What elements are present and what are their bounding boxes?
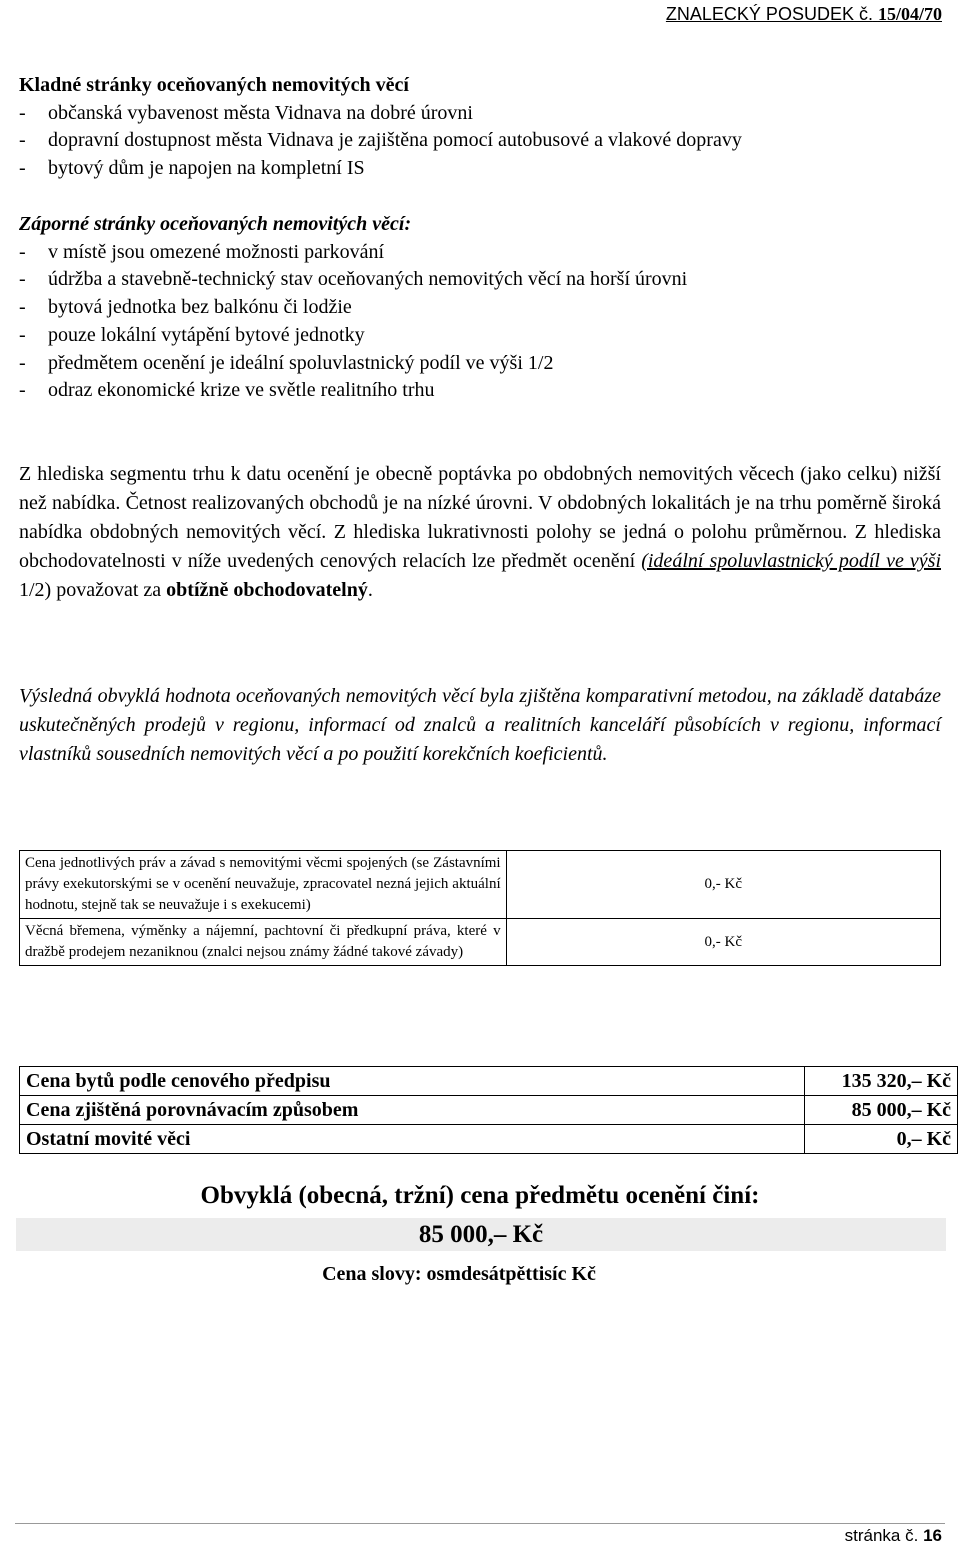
report-number: 15/04/70 xyxy=(877,4,942,24)
list-item: - dopravní dostupnost města Vidnava je zajištěna pomocí autobusové a vlakové dopravy xyxy=(19,129,742,152)
positives-list xyxy=(19,100,941,183)
negatives-section xyxy=(19,211,941,405)
price-label: Cena bytů podle cenového předpisu xyxy=(20,1067,805,1096)
list-item: - předmětem ocenění je ideální spoluvlastnický podíl ve výši 1/2 xyxy=(19,351,554,374)
marketability-verdict: obtížně obchodovatelný xyxy=(166,579,368,601)
result-in-words: Cena slovy: osmdesátpěttisíc Kč xyxy=(322,1263,596,1285)
table-row xyxy=(20,1125,958,1154)
table-row xyxy=(20,919,941,966)
price-value: 135 320,– Kč xyxy=(805,1067,958,1096)
encumbrance-label: Cena jednotlivých práv a závad s nemovitými věcmi spojených (se Zástavními právy exekutorskými se v ocenění neuvažuje, zpracovatel nezná jejich aktuální hodnotu, stejně tak se neuvažuje i s exekucemi) xyxy=(20,851,507,919)
footer-divider xyxy=(15,1523,945,1524)
page-number: 16 xyxy=(923,1526,942,1545)
positives-section xyxy=(19,72,941,183)
page-footer xyxy=(845,1526,942,1546)
list-item: - bytový dům je napojen na kompletní IS xyxy=(19,157,365,180)
encumbrance-label: Věcná břemena, výměnky a nájemní, pachtovní či předkupní práva, které v dražbě prodejem nezaniknou (znalci nejsou známy žádné takové závady) xyxy=(20,919,507,966)
page-label: stránka č. xyxy=(844,1526,919,1545)
result-label: Obvyklá (obecná, tržní) cena předmětu ocenění činí: xyxy=(200,1182,760,1209)
price-label: Cena zjištěná porovnávacím způsobem xyxy=(20,1096,805,1125)
encumbrance-value: 0,- Kč xyxy=(506,851,940,919)
price-value: 0,– Kč xyxy=(805,1125,958,1154)
positives-title: Kladné stránky oceňovaných nemovitých věcí xyxy=(19,74,409,96)
result-value: 85 000,– Kč xyxy=(16,1218,946,1251)
encumbrance-value: 0,- Kč xyxy=(506,919,940,966)
table-row xyxy=(20,851,941,919)
method-paragraph: Výsledná obvyklá hodnota oceňovaných nemovitých věcí byla zjištěna komparativní metodou, na základě databáze uskutečněných prodejů v regionu, informací od znalců a realitních kanceláří působících v regionu, informací vlastníků sousedních nemovitých věcí a po použití korekčních koeficientů. xyxy=(19,685,941,765)
list-item: - bytová jednotka bez balkónu či lodžie xyxy=(19,296,352,319)
negatives-list xyxy=(19,239,941,405)
list-item: - údržba a stavebně-technický stav oceňovaných nemovitých věcí na horší úrovni xyxy=(19,268,688,291)
table-row xyxy=(20,1096,958,1125)
market-paragraph: Z hlediska segmentu trhu k datu ocenění je obecně poptávka po obdobných nemovitých věcech (jako celku) nižší než nabídka. Četnost realizovaných obchodů je na nízké úrovni. V obdobných lokalitách je na trhu poměrně široká nabídka obdobných nemovitých věcí. Z hlediska lukrativnosti polohy se jedná o polohu průměrnou. Z hlediska obchodovatelnosti v níže uvedených cenových relacích lze předmět ocenění (ideální spoluvlastnický podíl ve výši 1/2) považovat za obtížně obchodovatelný. xyxy=(19,463,941,601)
list-item: - odraz ekonomické krize ve světle realitního trhu xyxy=(19,379,435,402)
list-item: - občanská vybavenost města Vidnava na dobré úrovni xyxy=(19,101,473,124)
negatives-title: Záporné stránky oceňovaných nemovitých věcí: xyxy=(19,213,412,235)
list-item: - pouze lokální vytápění bytové jednotky xyxy=(19,323,365,346)
encumbrances-table xyxy=(19,850,941,966)
price-value: 85 000,– Kč xyxy=(805,1096,958,1125)
prices-table xyxy=(19,1066,958,1154)
header-title: ZNALECKÝ POSUDEK č. xyxy=(665,4,873,24)
list-item: - v místě jsou omezené možnosti parkování xyxy=(19,240,385,263)
market-italic: (ideální spoluvlastnický podíl ve výši xyxy=(641,550,941,572)
price-label: Ostatní movité věci xyxy=(20,1125,805,1154)
table-row xyxy=(20,1067,958,1096)
document-header xyxy=(666,4,942,25)
